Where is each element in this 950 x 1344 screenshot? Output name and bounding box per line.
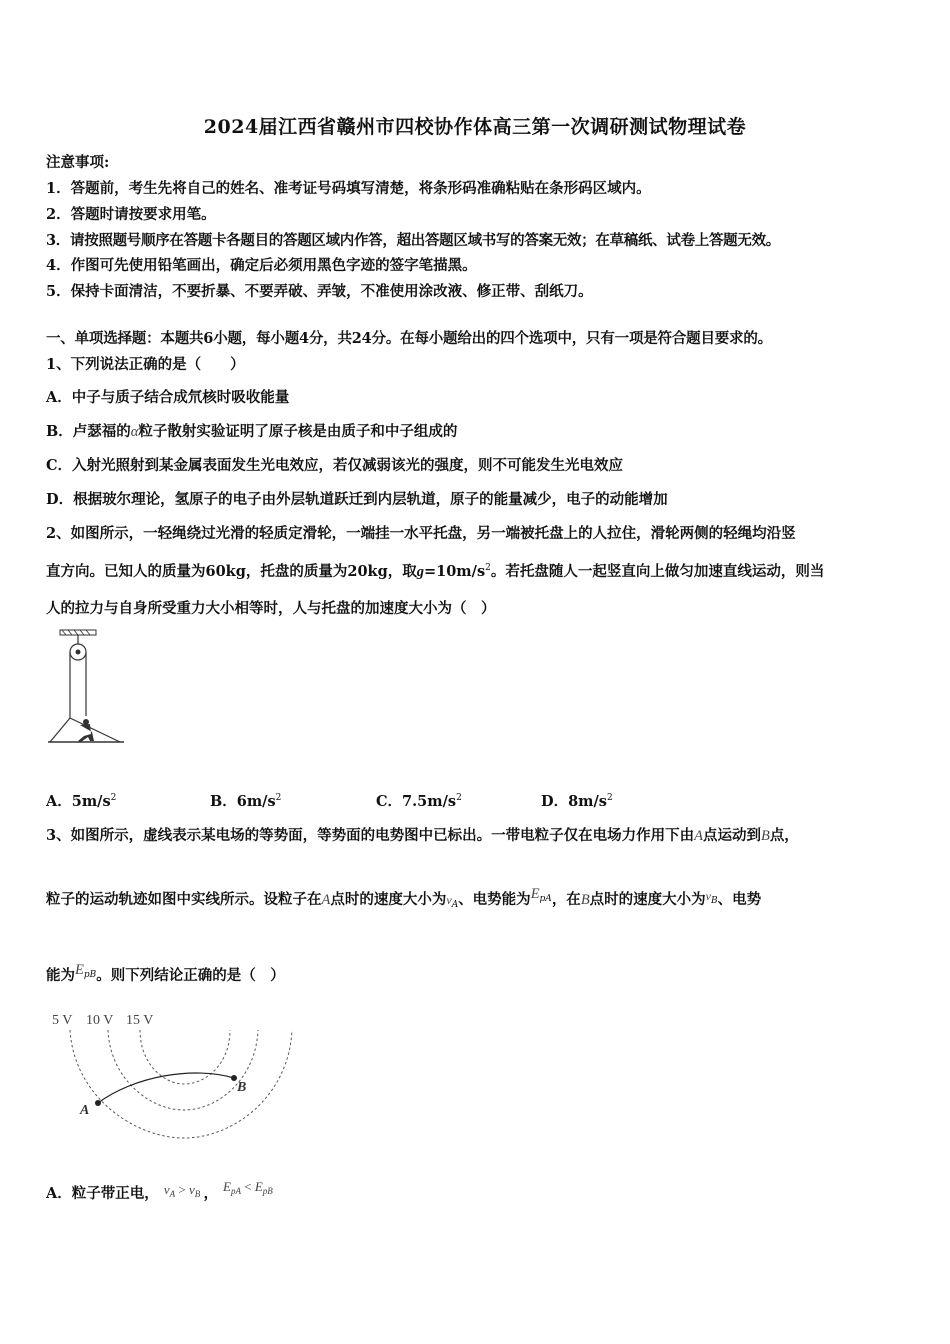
q3-line: 能为$E^{pB}$。则下列结论正确的是（ ） (46, 962, 285, 984)
notice-item: 2．答题时请按要求用笔。 (46, 206, 216, 223)
point-a-label: A (80, 1103, 90, 1118)
potential-label-15v: 15 V (126, 1013, 154, 1028)
q1-option-d: D．根据玻尔理论，氢原子的电子由外层轨道跃迁到内层轨道，原子的能量减少，电子的动能增加 (46, 491, 668, 508)
q3-line: 3、如图所示，虚线表示某电场的等势面，等势面的电势图中已标出。一带电粒子仅在电场力作用下由A点运动到B点， (46, 827, 799, 844)
notice-item: 5．保持卡面清洁，不要折暴、不要弄破、弄皱，不准使用涂改液、修正带、刮纸刀。 (46, 283, 593, 300)
person-head (83, 719, 89, 725)
q2-option-d: D．$8m/s^2$ (541, 793, 613, 810)
q2-line: 人的拉力与自身所受重力大小相等时，人与托盘的加速度大小为（ ） (46, 600, 496, 617)
potential-label-10v: 10 V (86, 1013, 114, 1028)
particle-trajectory (98, 1073, 234, 1103)
q2-option-a: A．$5m/s^2$ (46, 793, 117, 810)
equipotential-15v (140, 1030, 230, 1084)
q1-option-a: A．中子与质子结合成氘核时吸收能量 (46, 389, 290, 406)
notice-heading: 注意事项: (46, 154, 110, 171)
q1-option-b: B．卢瑟福的α粒子散射实验证明了原子核是由质子和中子组成的 (46, 423, 458, 440)
equipotential-figure (44, 1006, 304, 1142)
notice-item: 4．作图可先使用铅笔画出，确定后必须用黑色字迹的签字笔描黑。 (46, 257, 477, 274)
q2-option-c: C．$7.5m/s^2$ (376, 793, 462, 810)
q3-option-a: A．粒子带正电， $v_A > v_B$ ， $E_{pA} < E_{pB}$ (46, 1179, 273, 1202)
section-heading: 一、单项选择题：本题共6小题，每小题4分，共24分。在每小题给出的四个选项中，只有一项是符合题目要求的。 (46, 330, 772, 347)
point-a-dot (95, 1100, 101, 1106)
potential-label-5v: 5 V (52, 1013, 73, 1028)
q3-line: 粒子的运动轨迹如图中实线所示。设粒子在A点时的速度大小为$v_A$、电势能为$E^{pA}$，在B点时的速度大小为$^v$B、电势 (46, 886, 762, 910)
q2-line: 直方向。已知人的质量为60kg，托盘的质量为20kg，取$g=10m/s^2$。若托盘随人一起竖直向上做匀加速直线运动，则当 (46, 563, 825, 580)
q2-line: 2、如图所示，一轻绳绕过光滑的轻质定滑轮，一端挂一水平托盘，另一端被托盘上的人拉住，滑轮两侧的轻绳均沿竖 (46, 525, 796, 542)
alpha-symbol: α (130, 424, 139, 440)
equipotential-5v (70, 1030, 292, 1138)
q1-stem: 1、下列说法正确的是（ ） (46, 356, 245, 373)
q1-option-c: C．入射光照射到某金属表面发生光电效应，若仅减弱该光的强度，则不可能发生光电效应 (46, 457, 624, 474)
person-body (78, 724, 94, 742)
page-title: 2024届江西省赣州市四校协作体高三第一次调研测试物理试卷 (203, 116, 747, 138)
notice-item: 3．请按照题号顺序在答题卡各题目的答题区域内作答，超出答题区域书写的答案无效；在草稿纸、试卷上答题无效。 (46, 232, 780, 249)
q2-option-b: B．$6m/s^2$ (210, 793, 282, 810)
pulley-figure (44, 628, 134, 750)
equipotential-10v (108, 1030, 258, 1110)
notice-item: 1．答题前，考生先将自己的姓名、准考证号码填写清楚，将条形码准确粘贴在条形码区域内。 (46, 180, 651, 197)
point-b-label: B (237, 1080, 247, 1095)
